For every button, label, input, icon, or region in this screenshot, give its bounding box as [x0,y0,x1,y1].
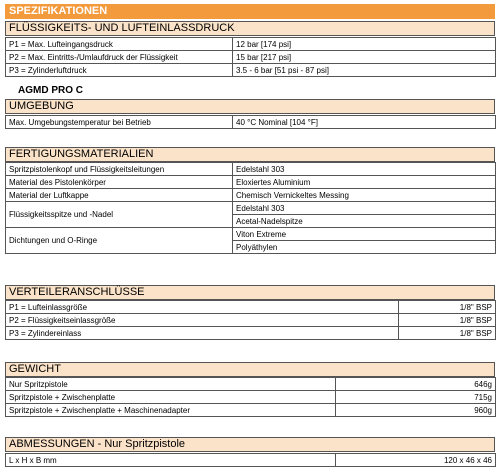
weight-table [5,377,496,417]
dimensions-table [5,453,496,467]
material-label: Dichtungen und O-Ringe [6,228,233,254]
env-temp-value: 40 °C Nominal [104 °F] [233,116,496,129]
port-value: 1/8" BSP [399,301,496,314]
table-row [6,51,496,64]
pressure-p1-label: P1 = Max. Lufteingangsdruck [6,38,233,51]
pressure-table [5,37,496,77]
table-row [6,327,496,340]
page-title: SPEZIFIKATIONEN [5,4,495,19]
material-value: Edelstahl 303 [233,202,496,215]
table-row [6,404,496,417]
table-row [6,116,496,129]
dimensions-label: L x H x B mm [6,454,336,467]
weight-label: Spritzpistole + Zwischenplatte [6,391,336,404]
table-row [6,378,496,391]
material-label: Flüssigkeitsspitze und -Nadel [6,202,233,228]
env-temp-label: Max. Umgebungstemperatur bei Betrieb [6,116,233,129]
port-label: P3 = Zylindereinlass [6,327,399,340]
pressure-p2-value: 15 bar [217 psi] [233,51,496,64]
dimensions-value: 120 x 46 x 46 [336,454,496,467]
port-value: 1/8" BSP [399,327,496,340]
table-row [6,64,496,77]
weight-value: 715g [336,391,496,404]
section-header-dimensions: ABMESSUNGEN - Nur Spritzpistole [5,437,495,452]
material-value: Polyäthylen [233,241,496,254]
table-row [6,202,496,215]
material-label: Material der Luftkappe [6,189,233,202]
model-label: AGMD PRO C [18,85,83,96]
pressure-p3-label: P3 = Zylinderluftdruck [6,64,233,77]
ports-table [5,300,496,340]
table-row [6,228,496,241]
table-row [6,454,496,467]
table-row [6,189,496,202]
weight-value: 646g [336,378,496,391]
table-row [6,314,496,327]
material-value: Chemisch Vernickeltes Messing [233,189,496,202]
port-value: 1/8" BSP [399,314,496,327]
table-row [6,163,496,176]
table-row [6,301,496,314]
section-header-environment: UMGEBUNG [5,99,495,114]
section-header-weight: GEWICHT [5,362,495,377]
pressure-p3-value: 3.5 - 6 bar [51 psi - 87 psi] [233,64,496,77]
table-row [6,38,496,51]
section-header-materials: FERTIGUNGSMATERIALIEN [5,147,495,162]
section-header-pressure: FLÜSSIGKEITS- UND LUFTEINLASSDRUCK [5,21,495,36]
material-label: Spritzpistolenkopf und Flüssigkeitsleitungen [6,163,233,176]
weight-value: 960g [336,404,496,417]
materials-table [5,162,496,254]
pressure-p1-value: 12 bar [174 psi] [233,38,496,51]
table-row [6,391,496,404]
material-value: Eloxiertes Aluminium [233,176,496,189]
material-value: Acetal-Nadelspitze [233,215,496,228]
pressure-p2-label: P2 = Max. Eintritts-/Umlaufdruck der Flüssigkeit [6,51,233,64]
port-label: P2 = Flüssigkeitseinlassgröße [6,314,399,327]
section-header-ports: VERTEILERANSCHLÜSSE [5,285,495,300]
weight-label: Spritzpistole + Zwischenplatte + Maschinenadapter [6,404,336,417]
material-value: Viton Extreme [233,228,496,241]
material-value: Edelstahl 303 [233,163,496,176]
weight-label: Nur Spritzpistole [6,378,336,391]
material-label: Material des Pistolenkörper [6,176,233,189]
port-label: P1 = Lufteinlassgröße [6,301,399,314]
environment-table [5,115,496,129]
table-row [6,176,496,189]
